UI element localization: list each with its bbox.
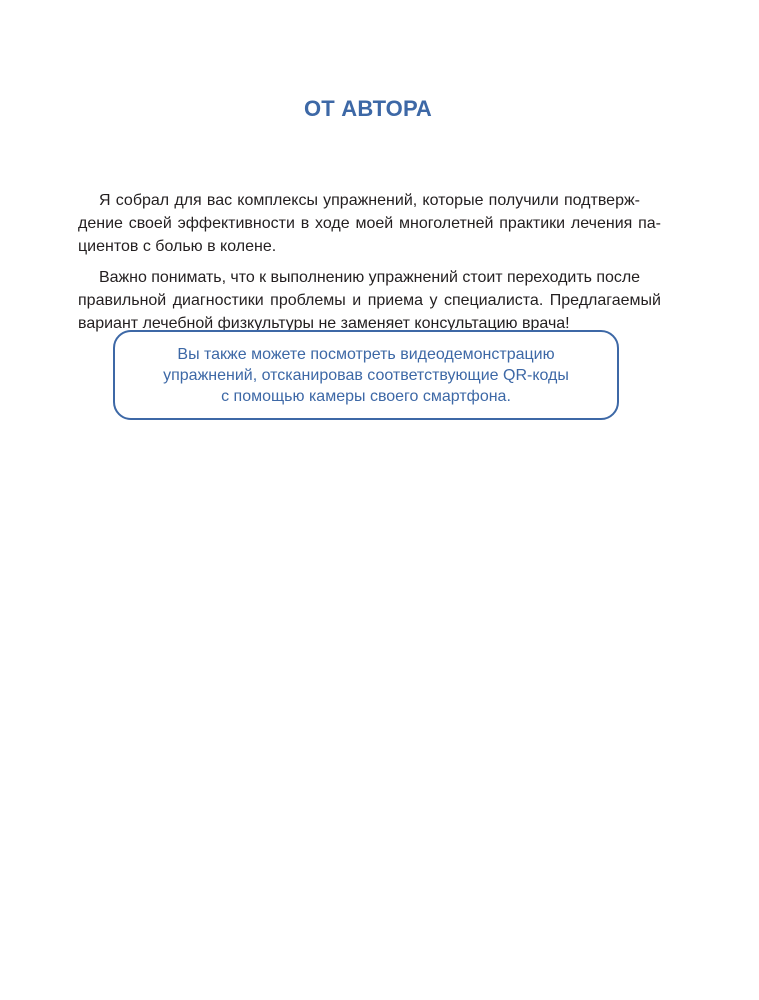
paragraph-line: Я собрал для вас комплексы упражнений, которые получили подтверж- bbox=[99, 192, 640, 209]
qr-note-box bbox=[113, 330, 619, 420]
paragraph-line: Важно понимать, что к выполнению упражнений стоит переходить после bbox=[99, 269, 641, 286]
paragraph-intro bbox=[78, 189, 661, 258]
note-line: с помощью камеры своего смартфона. bbox=[221, 387, 511, 405]
paragraph-line: правильной диагностики проблемы и приема у специалиста. Предлагаемый bbox=[78, 292, 661, 309]
paragraph-line: вариант лечебной физкультуры не заменяет консультацию врача! bbox=[78, 315, 570, 332]
paragraph-line: дение своей эффективности в ходе моей многолетней практики лечения па- bbox=[78, 215, 661, 232]
body-text bbox=[78, 189, 661, 343]
paragraph-line: циентов с болью в колене. bbox=[78, 238, 277, 255]
paragraph-warning bbox=[78, 266, 661, 335]
note-line: Вы также можете посмотреть видеодемонстрацию bbox=[177, 345, 555, 363]
note-line: упражнений, отсканировав соответствующие QR-коды bbox=[163, 366, 569, 384]
page-title: ОТ АВТОРА bbox=[303, 96, 433, 121]
